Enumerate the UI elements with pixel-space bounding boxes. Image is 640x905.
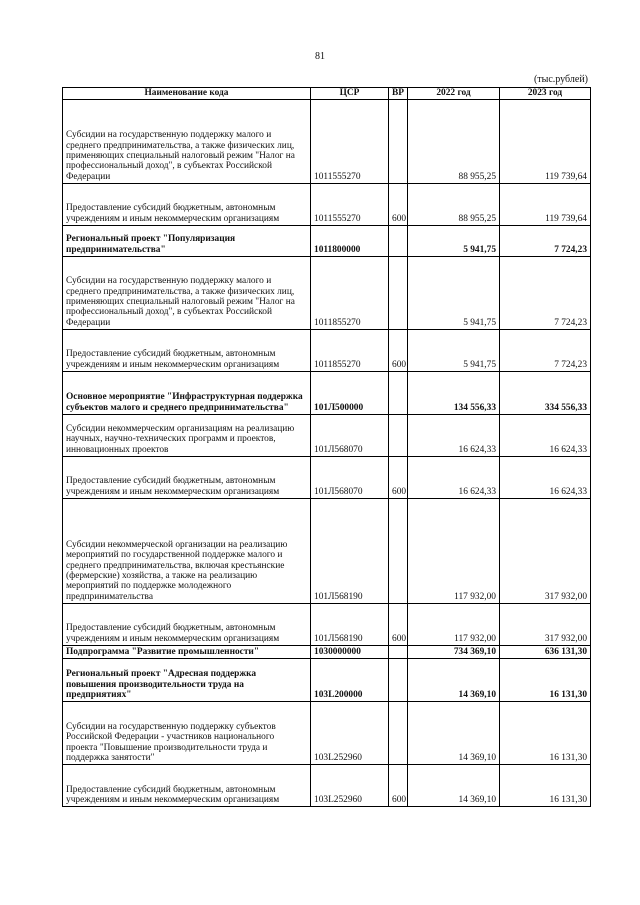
row-csr: 101Л500000 (311, 372, 389, 415)
row-vr: 600 (389, 457, 408, 499)
table-row (63, 372, 591, 415)
row-name: Предоставление субсидий бюджетным, автономным учреждениям и иным некоммерческим организациям (63, 765, 311, 807)
row-vr (389, 646, 408, 659)
row-value-2022: 88 955,25 (408, 184, 500, 226)
table-row (63, 330, 591, 372)
row-vr (389, 226, 408, 257)
row-csr: 1030000000 (311, 646, 389, 659)
row-value-2023: 16 131,30 (500, 702, 591, 765)
row-name: Региональный проект "Адресная поддержка повышения производительности труда на предприятиях" (63, 659, 311, 702)
row-vr: 600 (389, 765, 408, 807)
units-note: (тыс.рублей) (533, 74, 588, 85)
row-value-2023: 7 724,23 (500, 330, 591, 372)
row-vr (389, 415, 408, 457)
row-name: Субсидии на государственную поддержку малого и среднего предпринимательства, а также физических лиц, применяющих специальный налоговый режим "Налог на профессиональный доход", в субъектах Российской Федерации (63, 257, 311, 330)
row-vr (389, 702, 408, 765)
row-value-2022: 16 624,33 (408, 457, 500, 499)
row-csr: 1011555270 (311, 100, 389, 184)
row-value-2022: 134 556,33 (408, 372, 500, 415)
row-csr: 101Л568190 (311, 499, 389, 604)
row-value-2023: 334 556,33 (500, 372, 591, 415)
row-value-2022: 16 624,33 (408, 415, 500, 457)
table-row (63, 257, 591, 330)
row-csr: 1011855270 (311, 330, 389, 372)
row-vr: 600 (389, 604, 408, 646)
row-value-2023: 16 131,30 (500, 765, 591, 807)
row-csr: 103L200000 (311, 659, 389, 702)
row-value-2023: 119 739,64 (500, 100, 591, 184)
row-value-2022: 117 932,00 (408, 499, 500, 604)
table-row (63, 226, 591, 257)
budget-table (62, 87, 591, 807)
row-value-2023: 16 624,33 (500, 415, 591, 457)
header-vr: ВР (389, 88, 408, 100)
row-csr: 101Л568190 (311, 604, 389, 646)
table-row (63, 499, 591, 604)
table-row (63, 702, 591, 765)
row-name: Региональный проект "Популяризация предпринимательства" (63, 226, 311, 257)
row-name: Предоставление субсидий бюджетным, автономным учреждениям и иным некоммерческим организациям (63, 604, 311, 646)
row-vr (389, 372, 408, 415)
row-csr: 103L252960 (311, 765, 389, 807)
row-vr (389, 100, 408, 184)
row-value-2023: 16 131,30 (500, 659, 591, 702)
row-vr: 600 (389, 330, 408, 372)
row-name: Субсидии на государственную поддержку малого и среднего предпринимательства, а также физических лиц, применяющих специальный налоговый режим "Налог на профессиональный доход", в субъектах Российской Федерации (63, 100, 311, 184)
row-value-2022: 5 941,75 (408, 330, 500, 372)
row-name: Основное мероприятие "Инфраструктурная поддержка субъектов малого и среднего предпринимательства" (63, 372, 311, 415)
row-value-2023: 317 932,00 (500, 499, 591, 604)
row-value-2022: 88 955,25 (408, 100, 500, 184)
row-value-2023: 7 724,23 (500, 226, 591, 257)
row-value-2022: 734 369,10 (408, 646, 500, 659)
row-csr: 1011800000 (311, 226, 389, 257)
row-value-2023: 317 932,00 (500, 604, 591, 646)
row-vr (389, 499, 408, 604)
table-row (63, 184, 591, 226)
table-row (63, 765, 591, 807)
row-name: Субсидии некоммерческим организациям на реализацию научных, научно-технических программ и проектов, инновационных проектов (63, 415, 311, 457)
row-name: Субсидии на государственную поддержку субъектов Российской Федерации - участников национального проекта "Повышение производительности труда и поддержка занятости" (63, 702, 311, 765)
table-row (63, 100, 591, 184)
row-csr: 1011855270 (311, 257, 389, 330)
row-value-2023: 7 724,23 (500, 257, 591, 330)
row-value-2023: 119 739,64 (500, 184, 591, 226)
row-vr: 600 (389, 184, 408, 226)
row-value-2023: 16 624,33 (500, 457, 591, 499)
row-name: Предоставление субсидий бюджетным, автономным учреждениям и иным некоммерческим организациям (63, 184, 311, 226)
header-csr: ЦСР (311, 88, 389, 100)
row-csr: 1011555270 (311, 184, 389, 226)
row-csr: 101Л568070 (311, 457, 389, 499)
row-value-2022: 5 941,75 (408, 257, 500, 330)
row-name: Подпрограмма "Развитие промышленности" (63, 646, 311, 659)
table-row (63, 604, 591, 646)
table-body (63, 100, 591, 807)
header-row (63, 88, 591, 100)
row-name: Субсидии некоммерческой организации на реализацию мероприятий по государственной поддержке малого и среднего предпринимательства, включая крестьянские (фермерские) хозяйства, а также на реализацию мероприятий по поддержке молодежного предпринимательства (63, 499, 311, 604)
table-row (63, 457, 591, 499)
row-value-2022: 117 932,00 (408, 604, 500, 646)
row-vr (389, 659, 408, 702)
table-row (63, 646, 591, 659)
row-value-2022: 14 369,10 (408, 765, 500, 807)
table-row (63, 659, 591, 702)
row-value-2022: 14 369,10 (408, 659, 500, 702)
row-value-2023: 636 131,30 (500, 646, 591, 659)
table-row (63, 415, 591, 457)
page-number: 81 (315, 51, 325, 62)
row-name: Предоставление субсидий бюджетным, автономным учреждениям и иным некоммерческим организациям (63, 330, 311, 372)
header-name: Наименование кода (63, 88, 311, 100)
header-2023: 2023 год (500, 88, 591, 100)
row-csr: 103L252960 (311, 702, 389, 765)
row-csr: 101Л568070 (311, 415, 389, 457)
row-name: Предоставление субсидий бюджетным, автономным учреждениям и иным некоммерческим организациям (63, 457, 311, 499)
row-value-2022: 14 369,10 (408, 702, 500, 765)
header-2022: 2022 год (408, 88, 500, 100)
row-value-2022: 5 941,75 (408, 226, 500, 257)
row-vr (389, 257, 408, 330)
